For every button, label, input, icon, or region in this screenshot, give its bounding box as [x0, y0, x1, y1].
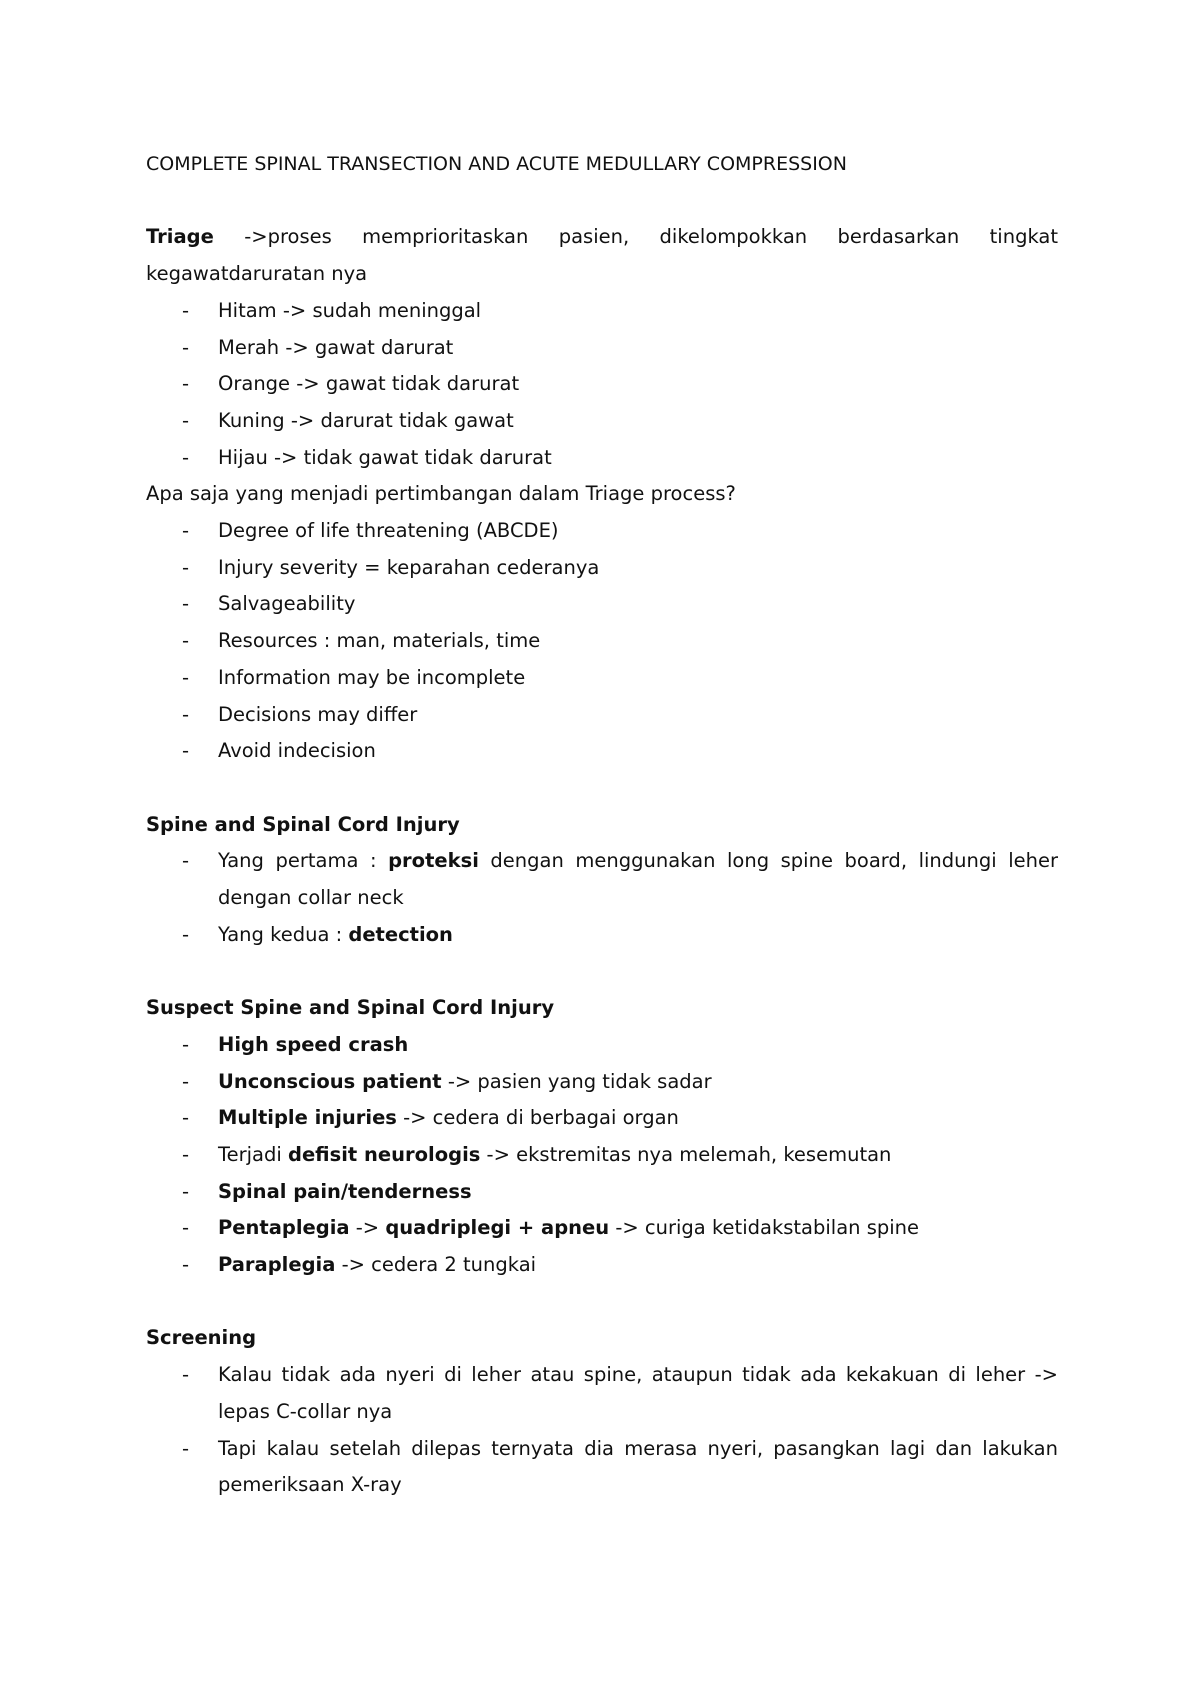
list-item — [146, 513, 1058, 550]
section-heading-screening: Screening — [146, 1326, 257, 1350]
dash-marker: - — [182, 519, 190, 543]
dash-marker: - — [182, 1032, 190, 1056]
spine-injury-list — [146, 843, 1058, 953]
list-item — [146, 1357, 1058, 1430]
dash-marker: - — [182, 629, 190, 653]
list-item-emphasis: detection — [348, 922, 453, 946]
dash-marker: - — [182, 922, 190, 946]
list-item-text: Resources : man, materials, time — [218, 629, 541, 653]
list-item — [146, 586, 1058, 623]
list-item-text: dengan menggunakan long spine board, lindungi leher dengan collar neck — [218, 849, 1058, 910]
list-item-emphasis: Pentaplegia — [218, 1216, 350, 1240]
dash-marker: - — [182, 702, 190, 726]
list-item-text: Information may be incomplete — [218, 665, 526, 689]
dash-marker: - — [182, 335, 190, 359]
dash-marker: - — [182, 372, 190, 396]
list-item-emphasis: defisit neurologis — [287, 1142, 481, 1166]
list-item — [146, 1210, 1058, 1247]
dash-marker: - — [182, 1436, 190, 1460]
dash-marker: - — [182, 1253, 190, 1277]
dash-marker: - — [182, 445, 190, 469]
list-item-emphasis: proteksi — [388, 849, 479, 873]
list-item-text: Hijau -> tidak gawat tidak darurat — [218, 445, 552, 469]
dash-marker: - — [182, 1363, 190, 1387]
list-item-text: -> curiga ketidakstabilan spine — [609, 1216, 920, 1240]
list-item-text: Yang kedua : — [218, 922, 349, 946]
list-item — [146, 1027, 1058, 1064]
spacer — [146, 183, 1058, 220]
list-item — [146, 1174, 1058, 1211]
dash-marker: - — [182, 555, 190, 579]
triage-considerations-list — [146, 513, 1058, 770]
list-item-emphasis: High speed crash — [218, 1032, 409, 1056]
document-body — [146, 146, 1058, 1504]
list-item-text: Decisions may differ — [218, 702, 418, 726]
screening-list — [146, 1357, 1058, 1504]
dash-marker: - — [182, 849, 190, 873]
list-item — [146, 330, 1058, 367]
list-item — [146, 733, 1058, 770]
suspect-list — [146, 1027, 1058, 1284]
list-item — [146, 440, 1058, 477]
list-item — [146, 843, 1058, 916]
list-item-text: Tapi kalau setelah dilepas ternyata dia merasa nyeri, pasangkan lagi dan lakukan pemeriksaan X-ray — [218, 1436, 1058, 1497]
document-title: COMPLETE SPINAL TRANSECTION AND ACUTE MEDULLARY COMPRESSION — [146, 153, 847, 175]
list-item-emphasis: Multiple injuries — [218, 1106, 397, 1130]
list-item-text: -> cedera di berbagai organ — [396, 1106, 679, 1130]
dash-marker: - — [182, 1106, 190, 1130]
list-item — [146, 917, 1058, 954]
dash-marker: - — [182, 1179, 190, 1203]
dash-marker: - — [182, 408, 190, 432]
triage-question: Apa saja yang menjadi pertimbangan dalam Triage process? — [146, 482, 736, 506]
list-item-text: Degree of life threatening (ABCDE) — [218, 519, 559, 543]
list-item — [146, 293, 1058, 330]
list-item-text: Salvageability — [218, 592, 356, 616]
dash-marker: - — [182, 1142, 190, 1166]
list-item-text: Kalau tidak ada nyeri di leher atau spine, ataupun tidak ada kekakuan di leher -> lepas C-collar nya — [218, 1363, 1058, 1423]
list-item-emphasis: quadriplegi + apneu — [385, 1216, 610, 1240]
list-item-text: Injury severity = keparahan cederanya — [218, 555, 600, 579]
list-item — [146, 403, 1058, 440]
spacer — [146, 770, 1058, 807]
dash-marker: - — [182, 298, 190, 322]
section-heading-spine-injury: Spine and Spinal Cord Injury — [146, 812, 460, 836]
list-item — [146, 366, 1058, 403]
list-item-text: Kuning -> darurat tidak gawat — [218, 408, 514, 432]
triage-levels-list — [146, 293, 1058, 477]
list-item-text: Avoid indecision — [218, 739, 376, 763]
list-item-text: -> ekstremitas nya melemah, kesemutan — [480, 1142, 892, 1166]
list-item — [146, 1431, 1058, 1504]
list-item — [146, 660, 1058, 697]
dash-marker: - — [182, 1216, 190, 1240]
spacer — [146, 1284, 1058, 1321]
dash-marker: - — [182, 739, 190, 763]
list-item — [146, 623, 1058, 660]
list-item-text: Terjadi — [218, 1142, 288, 1166]
list-item-text: Orange -> gawat tidak darurat — [218, 372, 520, 396]
list-item-text: -> cedera 2 tungkai — [335, 1253, 537, 1277]
list-item-text: Hitam -> sudah meninggal — [218, 298, 482, 322]
list-item-text: Yang pertama : — [218, 849, 389, 873]
list-item — [146, 697, 1058, 734]
list-item-emphasis: Unconscious patient — [218, 1069, 442, 1093]
dash-marker: - — [182, 665, 190, 689]
list-item-text: Merah -> gawat darurat — [218, 335, 454, 359]
list-item-emphasis: Spinal pain/tenderness — [218, 1179, 472, 1203]
spacer — [146, 953, 1058, 990]
list-item — [146, 550, 1058, 587]
triage-definition — [146, 219, 1058, 292]
list-item-text: -> pasien yang tidak sadar — [441, 1069, 712, 1093]
triage-term: Triage — [146, 225, 214, 249]
list-item-emphasis: Paraplegia — [218, 1253, 336, 1277]
list-item — [146, 1137, 1058, 1174]
list-item — [146, 1064, 1058, 1101]
dash-marker: - — [182, 1069, 190, 1093]
list-item — [146, 1100, 1058, 1137]
list-item — [146, 1247, 1058, 1284]
triage-definition-text: ->proses memprioritaskan pasien, dikelompokkan berdasarkan tingkat kegawatdaruratan nya — [146, 225, 1058, 286]
dash-marker: - — [182, 592, 190, 616]
list-item-text: -> — [349, 1216, 386, 1240]
section-heading-suspect: Suspect Spine and Spinal Cord Injury — [146, 996, 555, 1020]
